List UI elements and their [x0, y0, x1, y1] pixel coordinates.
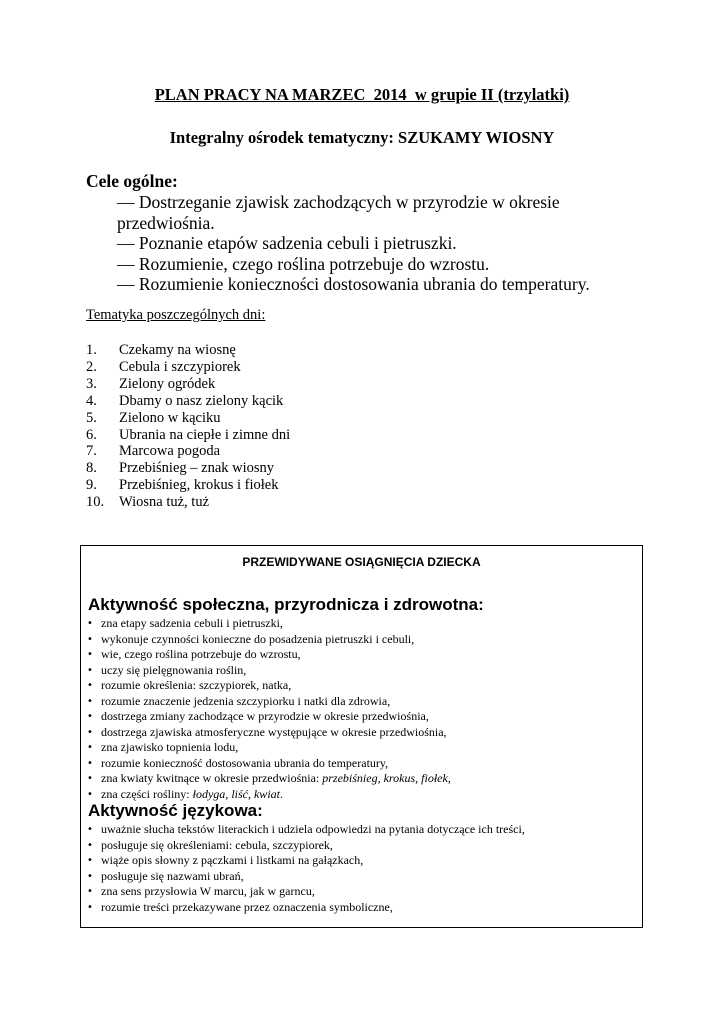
list-item: • zna etapy sadzenia cebuli i pietruszki,: [87, 616, 283, 630]
plant-part: łodyga: [192, 786, 226, 801]
topic-number: 1.: [86, 342, 97, 358]
bullet-icon: •: [87, 788, 93, 800]
list-item: • posługuje się określeniami: cebula, szczypiorek,: [87, 837, 333, 852]
list-item: • dostrzega zmiany zachodzące w przyrodzie w okresie przedwiośnia,: [87, 709, 429, 723]
list-item: [86, 393, 290, 410]
topic-text: Marcowa pogoda: [119, 443, 221, 460]
list-item: [86, 427, 290, 444]
bullet-icon: •: [87, 649, 93, 660]
topic-text: Zielony ogródek: [119, 375, 216, 392]
section-heading: Aktywność językowa:: [88, 801, 263, 820]
bullet-list: [81, 822, 642, 915]
bullet-icon: •: [87, 870, 93, 882]
list-item: [86, 376, 290, 393]
goals-section: [86, 170, 646, 295]
topic-text: Przebiśnieg – znak wiosny: [119, 460, 275, 477]
topic-number: 8.: [86, 460, 97, 477]
topic-number: 2.: [86, 358, 97, 375]
bullet-icon: •: [87, 711, 93, 722]
bullet-icon: •: [87, 839, 93, 851]
list-item: • uważnie słucha tekstów literackich i udziela odpowiedzi na pytania dotyczące ich treści,: [87, 822, 525, 836]
page-subtitle: Integralny ośrodek tematyczny: SZUKAMY WIOSNY: [169, 128, 555, 147]
list-item: • wiąże opis słowny z pączkami i listkami na gałązkach,: [87, 853, 364, 867]
topic-text: Cebula i szczypiorek: [119, 358, 241, 375]
bullet-icon: •: [87, 773, 93, 784]
list-item: • rozumie znaczenie jedzenia szczypiorku i natki dla zdrowia,: [87, 693, 391, 708]
list-item: • zna sens przysłowia W marcu, jak w garncu,: [87, 884, 315, 898]
goals-heading: Cele ogólne:: [86, 171, 178, 191]
topics-heading: Tematyka poszczególnych dni:: [86, 307, 266, 323]
bullet-icon: •: [87, 824, 93, 835]
list-item: [86, 359, 290, 376]
list-item: [86, 443, 290, 460]
bullet-list: [81, 616, 642, 802]
topic-text: Zielono w kąciku: [119, 409, 221, 426]
bullet-icon: •: [87, 855, 93, 866]
list-item: • rozumie konieczność dostosowania ubrania do temperatury,: [87, 755, 389, 770]
topic-text: Ubrania na ciepłe i zimne dni: [119, 426, 291, 443]
bullet-icon: •: [87, 664, 93, 676]
section-heading: Aktywność społeczna, przyrodnicza i zdrowotna:: [88, 595, 484, 614]
list-item: • dostrzega zjawiska atmosferyczne występujące w okresie przedwiośnia,: [87, 724, 447, 739]
bullet-icon: •: [87, 680, 93, 691]
topic-text: Przebiśnieg, krokus i fiołek: [119, 477, 279, 494]
topic-number: 9.: [86, 477, 97, 494]
list-item: • wykonuje czynności konieczne do posadzenia pietruszki i cebuli,: [87, 631, 415, 646]
list-item: [86, 410, 290, 427]
list-item: • uczy się pielęgnowania roślin,: [87, 662, 247, 677]
goal-item: — Poznanie etapów sadzenia cebuli i pietruszki.: [117, 233, 457, 253]
list-item: • zna części rośliny: łodyga, liść, kwiat.: [87, 786, 283, 801]
topic-number: 5.: [86, 409, 97, 426]
flower-name: krokus: [383, 771, 416, 785]
topic-number: 3.: [86, 375, 97, 392]
bullet-icon: •: [87, 695, 93, 707]
list-item: [86, 494, 290, 511]
section-language: [81, 800, 642, 915]
bullet-icon: •: [87, 726, 93, 738]
goal-item: — Rozumienie, czego roślina potrzebuje do wzrostu.: [117, 253, 490, 274]
list-item: [86, 460, 290, 477]
plant-part: kwiat: [253, 786, 280, 801]
topic-text: Wiosna tuż, tuż: [119, 494, 210, 511]
bullet-icon: •: [87, 886, 93, 897]
bullet-icon: •: [87, 633, 93, 645]
topic-text: Czekamy na wiosnę: [119, 342, 236, 358]
bullet-icon: •: [87, 901, 93, 913]
topic-number: 7.: [86, 443, 97, 460]
topic-number: 10.: [86, 494, 105, 511]
goal-item: — Rozumienie konieczności dostosowania ubrania do temperatury.: [117, 274, 590, 294]
list-item: [86, 477, 290, 494]
bullet-icon: •: [87, 742, 93, 753]
list-item: • zna kwiaty kwitnące w okresie przedwiośnia: przebiśnieg, krokus, fiołek,: [87, 771, 451, 785]
topics-list: [86, 342, 290, 511]
list-item: • zna zjawisko topnienia lodu,: [87, 740, 239, 754]
list-item: • wie, czego roślina potrzebuje do wzrostu,: [87, 647, 301, 661]
page-title: PLAN PRACY NA MARZEC 2014 w grupie II (trzylatki): [154, 85, 570, 104]
section-social-nature-health: [81, 594, 642, 802]
topic-text: Dbamy o nasz zielony kącik: [119, 392, 284, 409]
flower-name: przebiśnieg: [322, 771, 378, 785]
bullet-icon: •: [87, 618, 93, 629]
flower-name: fiołek: [421, 771, 448, 785]
goal-item: — Dostrzeganie zjawisk zachodzących w przyrodzie w okresie przedwiośnia.: [117, 192, 560, 233]
list-item: • rozumie treści przekazywane przez oznaczenia symboliczne,: [87, 899, 393, 914]
topic-number: 6.: [86, 426, 97, 443]
topic-number: 4.: [86, 392, 97, 409]
list-item: [86, 342, 290, 359]
achievements-box: [80, 545, 643, 928]
list-item: • posługuje się nazwami ubrań,: [87, 868, 244, 883]
plant-part: liść: [231, 786, 248, 801]
bullet-icon: •: [87, 757, 93, 769]
list-item: • rozumie określenia: szczypiorek, natka,: [87, 678, 292, 692]
achievements-title: PRZEWIDYWANE OSIĄGNIĘCIA DZIECKA: [242, 555, 481, 569]
